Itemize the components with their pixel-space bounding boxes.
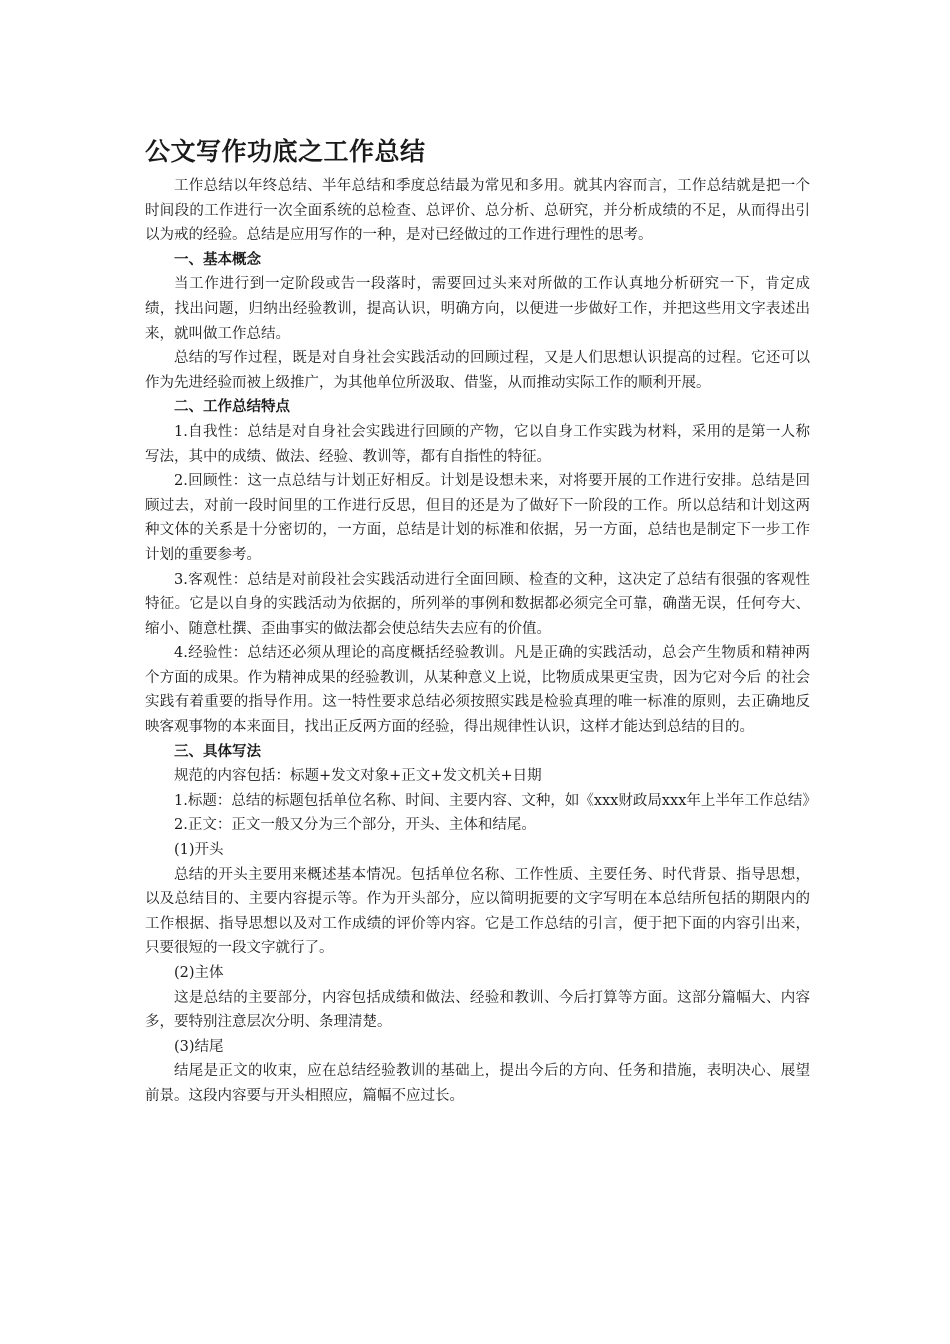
paragraph: 当工作进行到一定阶段或告一段落时，需要回过头来对所做的工作认真地分析研究一下，肯定成绩，找出问题，归纳出经验教训，提高认识，明确方向，以便进一步做好工作，并把这些用文字表述出来，就叫做工作总结。 bbox=[145, 276, 810, 342]
subheading-body: (2)主体 bbox=[174, 965, 224, 981]
paragraph: 2.回顾性：这一点总结与计划正好相反。计划是设想未来，对将要开展的工作进行安排。总结是回顾过去，对前一段时间里的工作进行反思，但目的还是为了做好下一阶段的工作。所以总结和计划这两种文体的关系是十分密切的，一方面，总结是计划的标准和依据，另一方面，总结也是制定下一步工作计划的重要参考。 bbox=[145, 473, 810, 563]
paragraph: 1.标题：总结的标题包括单位名称、时间、主要内容、文种，如《xxx财政局xxx年上半年工作总结》 bbox=[174, 792, 817, 809]
subheading-ending: (3)结尾 bbox=[174, 1038, 224, 1055]
paragraph: 结尾是正文的收束，应在总结经验教训的基础上，提出今后的方向、任务和措施，表明决心、展望前景。这段内容要与开头相照应，篇幅不应过长。 bbox=[145, 1063, 810, 1104]
section-heading-writing-method: 三、具体写法 bbox=[174, 743, 261, 760]
subheading-opening: (1)开头 bbox=[174, 842, 224, 859]
document-title: 公文写作功底之工作总结 bbox=[145, 137, 426, 166]
paragraph: 这是总结的主要部分，内容包括成绩和做法、经验和教训、今后打算等方面。这部分篇幅大、内容多，要特别注意层次分明、条理清楚。 bbox=[145, 989, 810, 1031]
section-heading-basic-concept: 一、基本概念 bbox=[174, 251, 261, 268]
intro-paragraph: 工作总结以年终总结、半年总结和季度总结最为常见和多用。就其内容而言，工作总结就是把一个时间段的工作进行一次全面系统的总检查、总评价、总分析、总研究，并分析成绩的不足，从而得出引以为戒的经验。总结是应用写作的一种，是对已经做过的工作进行理性的思考。 bbox=[145, 178, 810, 244]
paragraph: 3.客观性：总结是对前段社会实践活动进行全面回顾、检查的文种，这决定了总结有很强的客观性特征。它是以自身的实践活动为依据的，所列举的事例和数据都必须完全可靠，确凿无误，任何夸大、缩小、随意杜撰、歪曲事实的做法都会使总结失去应有的价值。 bbox=[145, 571, 810, 637]
paragraph: 2.正文：正文一般又分为三个部分，开头、主体和结尾。 bbox=[174, 817, 536, 834]
paragraph: 规范的内容包括：标题+发文对象+正文+发文机关+日期 bbox=[174, 768, 542, 785]
document-page bbox=[145, 134, 817, 1109]
paragraph: 4.经验性：总结还必须从理论的高度概括经验教训。凡是正确的实践活动，总会产生物质和精神两个方面的成果。作为精神成果的经验教训，从某种意义上说，比物质成果更宝贵，因为它对今后 的社会实践有着重要的指导作用。这一特性要求总结必须按照实践是检验真理的唯一标准的原则，去正确地反映客观事物的本来面目，找出正反两方面的经验，得出规律性认识，这样才能达到总结的目的。 bbox=[145, 645, 810, 736]
section-heading-features: 二、工作总结特点 bbox=[174, 399, 290, 416]
paragraph: 总结的写作过程，既是对自身社会实践活动的回顾过程，又是人们思想认识提高的过程。它还可以作为先进经验而被上级推广，为其他单位所汲取、借鉴，从而推动实际工作的顺利开展。 bbox=[145, 350, 810, 391]
paragraph: 总结的开头主要用来概述基本情况。包括单位名称、工作性质、主要任务、时代背景、指导思想，以及总结目的、主要内容提示等。作为开头部分，应以简明扼要的文字写明在本总结所包括的期限内的工作根据、指导思想以及对工作成绩的评价等内容。它是工作总结的引言，便于把下面的内容引出来，只要很短的一段文字就行了。 bbox=[145, 866, 810, 957]
paragraph: 1.自我性：总结是对自身社会实践进行回顾的产物，它以自身工作实践为材料，采用的是第一人称写法，其中的成绩、做法、经验、教训等，都有自指性的特征。 bbox=[145, 423, 810, 465]
